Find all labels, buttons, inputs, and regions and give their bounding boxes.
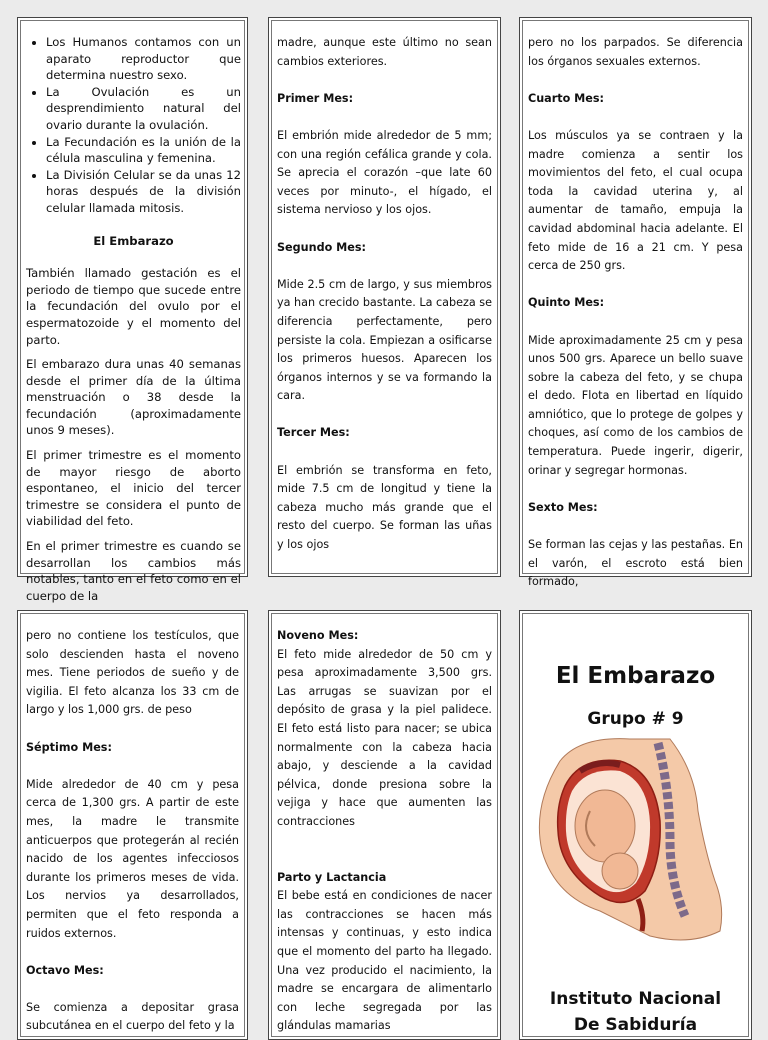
month-heading: Octavo Mes: <box>26 963 104 977</box>
facts-list <box>26 34 241 217</box>
panel-4 <box>17 610 248 1040</box>
paragraph: El embarazo dura unas 40 semanas desde el primer día de la última menstruación o 38 desde la fecundación (aproximadamente unos 9 meses). <box>26 357 241 438</box>
paragraph: pero no los parpados. Se diferencia los órganos sexuales externos. <box>528 36 743 68</box>
paragraph: El feto mide alrededor de 50 cm y pesa aproximadamente 3,500 grs. Las arrugas se suavizan por el depósito de grasa y la piel palidece. El feto está listo para nacer; se ubica normalmente con la cabeza hacia abajo, y desciende a la cavidad pélvica, donde presiona sobre la vejiga y hace que aumenten las contracciones <box>277 647 492 828</box>
month-heading: Séptimo Mes: <box>26 740 112 754</box>
list-item: • La Fecundación es la unión de la célula masculina y femenina. <box>46 134 241 167</box>
paragraph: Los músculos ya se contraen y la madre comienza a sentir los movimientos del feto, el cual ocupa toda la cavidad uterina y, al aumentar de tamaño, empuja la cavidad abdominal hacia adelante. El feto mide de 16 a 21 cm. Y pesa cerca de 250 grs. <box>528 128 743 273</box>
cover-title: El Embarazo <box>555 663 716 689</box>
fetus-head <box>602 853 638 889</box>
month-heading: Cuarto Mes: <box>528 91 605 105</box>
fetus-body <box>575 790 635 862</box>
list-item: • La Ovulación es un desprendimiento natural del ovario durante la ovulación. <box>46 84 241 134</box>
section-heading: Parto y Lactancia <box>277 870 387 884</box>
panel-3 <box>519 17 752 589</box>
paragraph: El embrión mide alrededor de 5 mm; con una región cefálica grande y cola. Se aprecia el corazón –que late 60 veces por minuto-, el hígado, el sistema nervioso y los ojos. <box>277 128 492 217</box>
paragraph: El primer trimestre es el momento de mayor riesgo de aborto espontaneo, el inicio del tercer trimestre se considera el punto de viabilidad del feto. <box>26 448 241 529</box>
cover-group: Grupo # 9 <box>587 709 684 729</box>
paragraph: Se forman las cejas y las pestañas. En el varón, el escroto está bien formado, <box>528 538 743 589</box>
paragraph: En el primer trimestre es cuando se desarrollan los cambios más notables, tanto en el feto como en el cuerpo de la <box>26 539 241 603</box>
paragraph: pero no contiene los testículos, que solo descienden hasta el noveno mes. Tiene periodos de sueño y de vigilia. El feto alcanza los 33 cm de largo y los 1,000 grs. de peso <box>26 629 239 717</box>
panel-2 <box>268 17 501 577</box>
panel-1 <box>17 17 248 603</box>
pregnancy-illustration <box>520 731 753 953</box>
paragraph: Mide alrededor de 40 cm y pesa cerca de 1,300 grs. A partir de este mes, la madre le transmite anticuerpos que protegerán al recién nacido de los agentes infecciosos durante los primeros meses de vida. Los nervios ya desarrollados, permiten que el feto responda a ruidos externos. <box>26 777 239 940</box>
cover-panel <box>519 610 752 1040</box>
paragraph: El bebe está en condiciones de nacer las contracciones se hacen más intensas y continuas, y esto indica que el momento del parto ha llegado. Una vez producido el nacimiento, la madre se encargara de alimentarlo con leche segregada por las glándulas mamarias <box>277 889 492 1033</box>
list-item: • Los Humanos contamos con un aparato reproductor que determina nuestro sexo. <box>46 34 241 84</box>
paragraph: madre, aunque este último no sean cambios exteriores. <box>277 36 492 68</box>
month-heading: Segundo Mes: <box>277 240 367 254</box>
institution-name: Instituto Nacional <box>549 989 722 1009</box>
list-item: • La División Celular se da unas 12 horas después de la división celular llamada mitosis. <box>46 167 241 217</box>
paragraph: El embrión se transforma en feto, mide 7.5 cm de longitud y tiene la cabeza mucho más grande que el resto del cuerpo. Se forman las uñas y los ojos <box>277 463 492 552</box>
section-heading: El Embarazo <box>93 233 174 248</box>
month-heading: Tercer Mes: <box>277 426 350 440</box>
month-heading: Sexto Mes: <box>528 500 598 514</box>
paragraph: Se comienza a depositar grasa subcutánea en el cuerpo del feto y la <box>26 1000 239 1033</box>
panel-5 <box>268 610 501 1040</box>
paragraph: Mide 2.5 cm de largo, y sus miembros ya han crecido bastante. La cabeza se diferencia perfectamente, pero persiste la cola. Empiezan a osificarse los primeros huesos. Aparecen los órganos internos y se va formando la cara. <box>277 277 492 403</box>
month-heading: Primer Mes: <box>277 91 354 105</box>
month-heading: Noveno Mes: <box>277 629 359 642</box>
paragraph: Mide aproximadamente 25 cm y pesa unos 500 grs. Aparece un bello suave sobre la cabeza del feto, y se chupa el dedo. Flota en libertad en líquido amniótico, que lo protege de golpes y choques, así como de los cambios de temperatura. Puede ingerir, digerir, orinar y segregar hormonas. <box>528 333 743 477</box>
paragraph: También llamado gestación es el periodo de tiempo que sucede entre la fecundación del ovulo por el espermatozoide y el momento del parto. <box>26 266 241 347</box>
institution-name-cont: De Sabiduría <box>573 1015 698 1035</box>
month-heading: Quinto Mes: <box>528 296 605 310</box>
